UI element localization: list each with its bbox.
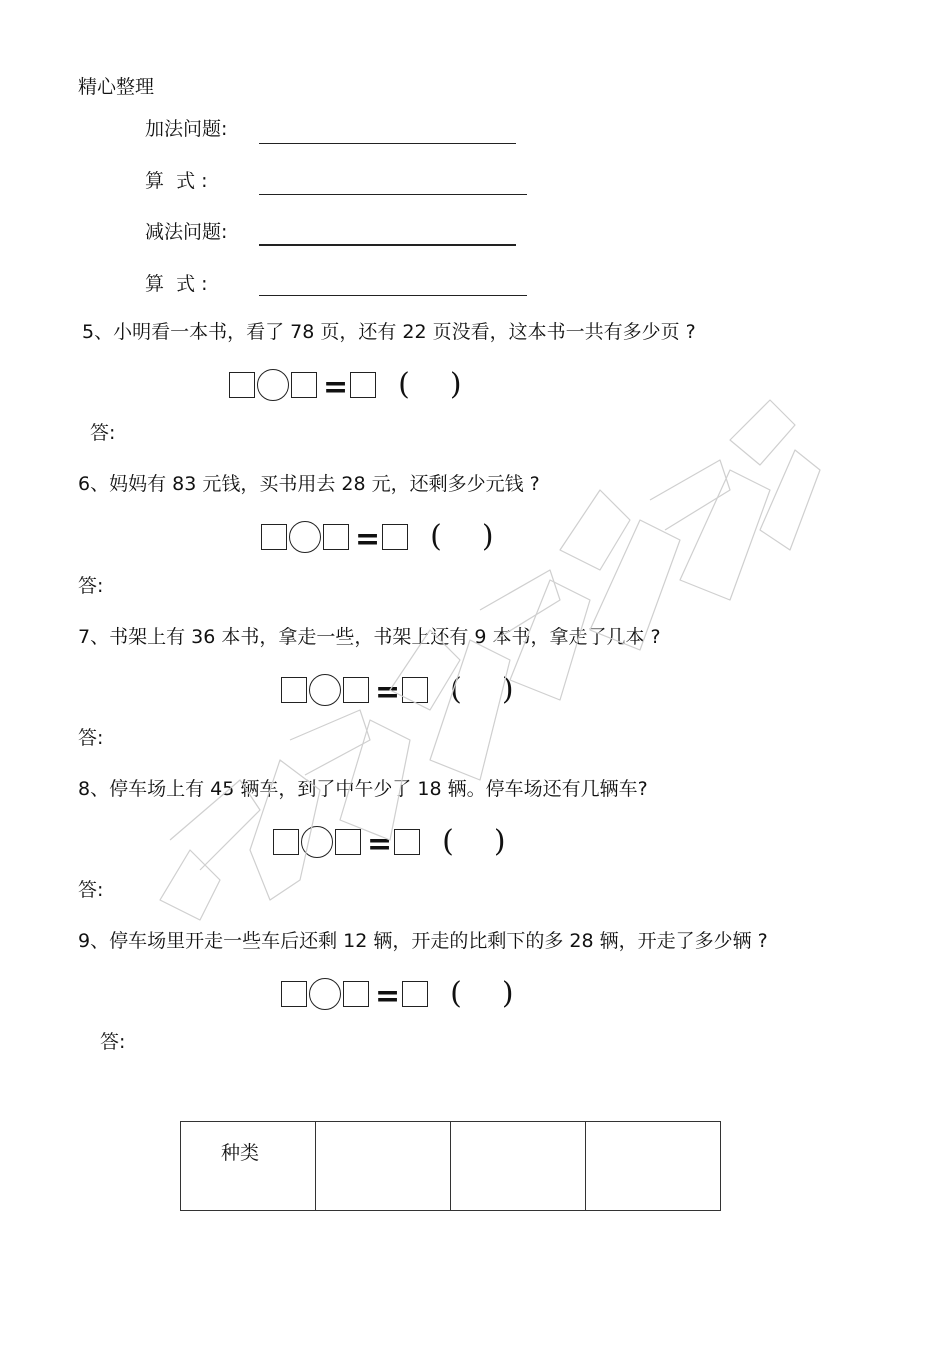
answer-label-6: 答: xyxy=(78,575,104,597)
problem-5-text: 5、小明看一本书，看了 78 页，还有 22 页没看，这本书一共有多少页 ? xyxy=(82,321,696,343)
unit-paren-open: ( xyxy=(442,824,454,859)
table-header-cell xyxy=(181,1122,316,1211)
table-cell[interactable] xyxy=(451,1122,586,1211)
answer-label-8: 答: xyxy=(78,879,104,901)
formula-answer-line-1[interactable] xyxy=(259,194,527,195)
formula-label-2: 算 式 : xyxy=(145,273,208,295)
unit-paren-open: ( xyxy=(430,519,442,554)
unit-paren-close: ) xyxy=(449,367,462,402)
result-box[interactable] xyxy=(402,981,428,1007)
unit-paren-close: ) xyxy=(493,824,506,859)
answer-label-5: 答: xyxy=(90,422,116,444)
table-row xyxy=(181,1122,721,1211)
unit-paren-close: ) xyxy=(501,672,514,707)
unit-paren-close: ) xyxy=(501,976,514,1011)
unit-paren-open: ( xyxy=(398,367,410,402)
table-cell[interactable] xyxy=(586,1122,721,1211)
category-header: 种类 xyxy=(221,1142,260,1164)
add-problem-label: 加法问题: xyxy=(145,118,228,140)
sub-problem-answer-line[interactable] xyxy=(259,244,516,246)
equals-sign: = xyxy=(367,827,393,862)
page-title: 精心整理 xyxy=(78,76,155,98)
unit-paren-open: ( xyxy=(450,976,462,1011)
equals-sign: = xyxy=(375,675,401,710)
category-table xyxy=(180,1121,721,1211)
problem-9-text: 9、停车场里开走一些车后还剩 12 辆，开走的比剩下的多 28 辆，开走了多少辆 ? xyxy=(78,930,768,952)
formula-answer-line-2[interactable] xyxy=(259,295,527,296)
problem-8-text: 8、停车场上有 45 辆车，到了中午少了 18 辆。停车场还有几辆车? xyxy=(78,778,648,800)
problem-6-text: 6、妈妈有 83 元钱，买书用去 28 元，还剩多少元钱 ? xyxy=(78,473,540,495)
operand-box[interactable] xyxy=(281,981,307,1007)
equals-sign: = xyxy=(355,522,381,557)
equation-row-9 xyxy=(281,976,514,1014)
unit-paren-open: ( xyxy=(450,672,462,707)
unit-paren-close: ) xyxy=(481,519,494,554)
table-cell[interactable] xyxy=(316,1122,451,1211)
watermark-graphic xyxy=(130,380,830,940)
problem-7-text: 7、书架上有 36 本书，拿走一些，书架上还有 9 本书，拿走了几本 ? xyxy=(78,626,661,648)
operand-box[interactable] xyxy=(343,981,369,1007)
sub-problem-label: 减法问题: xyxy=(145,221,228,243)
answer-label-7: 答: xyxy=(78,727,104,749)
equals-sign: = xyxy=(323,370,349,405)
formula-label-1: 算 式 : xyxy=(145,170,208,192)
operator-circle[interactable] xyxy=(309,978,341,1010)
answer-label-9: 答: xyxy=(100,1031,126,1053)
equals-sign: = xyxy=(375,979,401,1014)
add-problem-answer-line[interactable] xyxy=(259,143,516,144)
